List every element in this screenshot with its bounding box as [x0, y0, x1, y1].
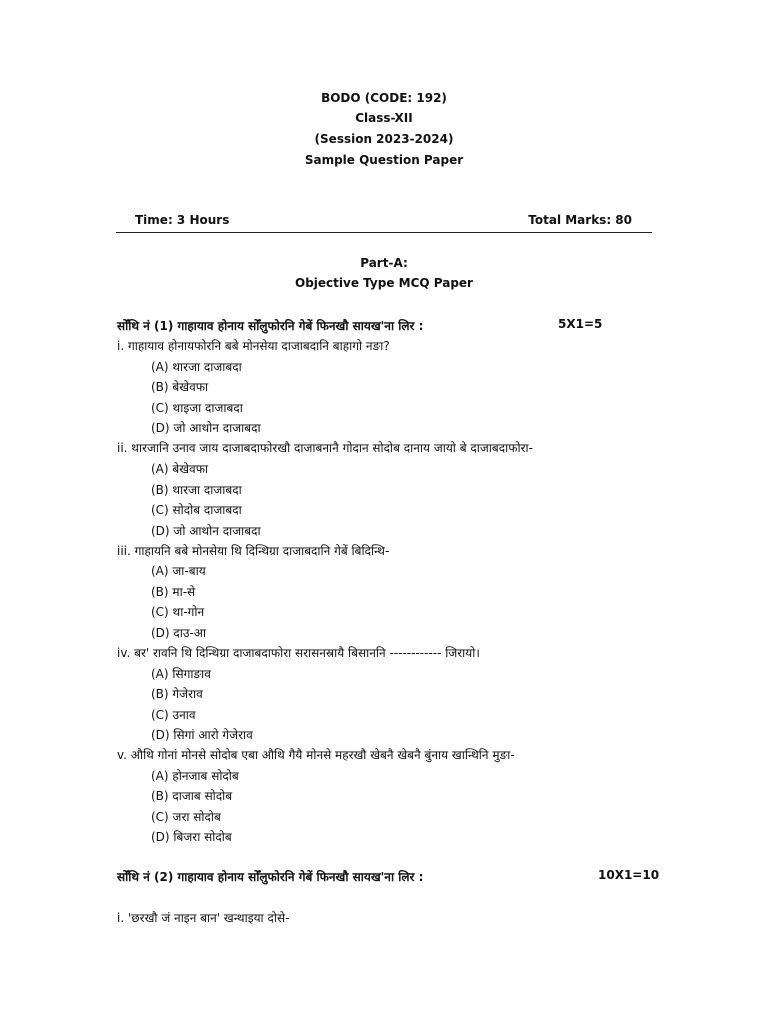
question-1: i. गाहायाव होनायफोरनि बबे मोनसेया दाजाबदानि बाहागो नङा?	[117, 339, 390, 353]
question-3: iii. गाहायनि बबे मोनसेया थि दिन्थिग्रा दाजाबदानि गेबें बिदिन्थि-	[117, 544, 390, 558]
q1-option-d: (D) जो आथोन दाजाबदा	[151, 421, 261, 435]
question-2: ii. थारजानि उनाव जाय दाजाबदाफोरखौ दाजाबनानै गोदान सोदोब दानाय जायो बे दाजाबदाफोरा-	[117, 441, 533, 455]
q4-option-d: (D) सिगां आरो गेजेराव	[151, 728, 253, 742]
q4-option-a: (A) सिगाङाव	[151, 667, 211, 681]
paper-title: Sample Question Paper	[304, 153, 464, 167]
q5-option-a: (A) होनजाब सोदोब	[151, 769, 239, 783]
header-divider	[116, 232, 652, 233]
section2-question-1: i. 'छरखौ जं नाइन बान' खन्थाइया दोसे-	[117, 911, 290, 925]
paper-session: (Session 2023-2024)	[314, 132, 454, 146]
part-subtitle: Objective Type MCQ Paper	[295, 276, 473, 290]
q1-option-b: (B) बेखेवफा	[151, 380, 209, 394]
total-marks-label: Total Marks: 80	[528, 213, 632, 227]
section2-marks: 10X1=10	[598, 868, 660, 882]
q3-option-d: (D) दाउ-आ	[151, 626, 207, 640]
q2-option-c: (C) सोदोब दाजाबदा	[151, 503, 242, 517]
q1-option-c: (C) थाइजा दाजाबदा	[151, 401, 243, 415]
q1-option-a: (A) थारजा दाजाबदा	[151, 360, 242, 374]
section1-instruction: सोँथि नं (1) गाहायाव होनाय सोँलुफोरनि गेबें फिनखौ सायख'ना लिर :	[117, 319, 424, 333]
q5-option-c: (C) जरा सोदोब	[151, 810, 221, 824]
q2-option-a: (A) बेखेवफा	[151, 462, 209, 476]
part-label: Part-A:	[360, 256, 408, 270]
q3-option-a: (A) जा-बाय	[151, 564, 206, 578]
paper-subject: BODO (CODE: 192)	[321, 91, 447, 105]
question-4: iv. बर' रावनि थि दिन्थिग्रा दाजाबदाफोरा सरासनस्रायै बिसाननि ------------ जिरायो।	[117, 646, 480, 660]
q4-option-b: (B) गेजेराव	[151, 687, 203, 701]
q4-option-c: (C) उनाव	[151, 708, 196, 722]
time-label: Time: 3 Hours	[135, 213, 230, 227]
section1-marks: 5X1=5	[558, 317, 603, 331]
q2-option-d: (D) जो आथोन दाजाबदा	[151, 524, 261, 538]
section2-instruction: सोँथि नं (2) गाहायाव होनाय सोँलुफोरनि गेबें फिनखौ सायख'ना लिर :	[117, 870, 424, 884]
paper-class: Class-XII	[355, 111, 413, 125]
q3-option-b: (B) मा-से	[151, 585, 196, 599]
q2-option-b: (B) थारजा दाजाबदा	[151, 483, 242, 497]
q5-option-b: (B) दाजाब सोदोब	[151, 789, 233, 803]
q5-option-d: (D) बिजरा सोदोब	[151, 830, 232, 844]
q3-option-c: (C) था-गोन	[151, 605, 205, 619]
question-5: v. औथि गोनां मोनसे सोदोब एबा औथि गैयै मोनसे महरखौ खेबनै खेबनै बुंनाय खान्थिनि मुङा-	[117, 748, 515, 762]
